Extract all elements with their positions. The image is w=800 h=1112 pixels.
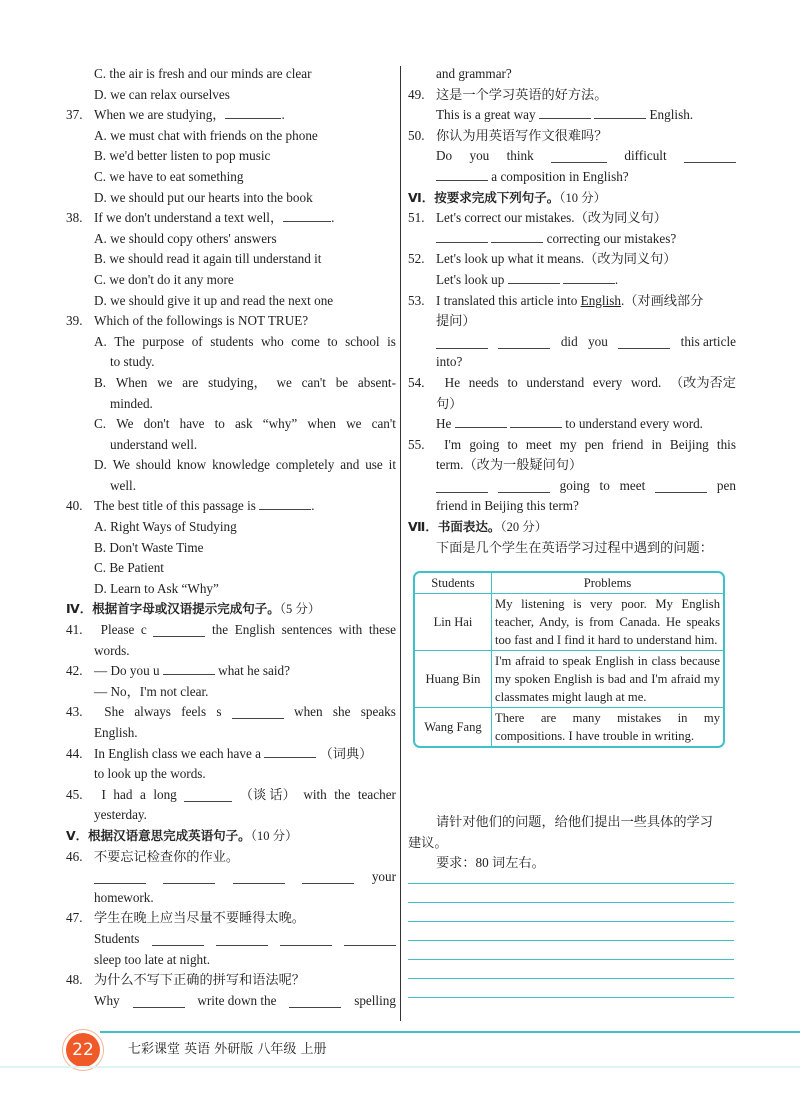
q49-answer: This is a great way English. [436, 107, 694, 123]
q43: 43. She always feels s when she speaks [66, 704, 396, 720]
section-6-title: Ⅵ．按要求完成下列句子。（10 分） [408, 189, 607, 205]
word-requirement: 要求：80 词左右。 [436, 855, 545, 871]
q46-blank-3[interactable] [233, 871, 285, 884]
student-problem: I'm afraid to speak English in class because my spoken English is bad and I'm afraid my classmates might laugh at me. [492, 651, 723, 708]
q39-option-c-cont: understand well. [110, 436, 198, 452]
q46-blank-1[interactable] [94, 871, 146, 884]
q38-option-c: C. we don't do it any more [94, 271, 234, 287]
q39-option-d: D. We should know knowledge completely and use it [94, 457, 396, 473]
section-4-title: Ⅳ．根据首字母或汉语提示完成句子。（5 分） [66, 601, 321, 617]
q45: 45. I had a long （谈 话） with the teacher [66, 786, 396, 802]
q52-blank-2[interactable] [563, 271, 615, 284]
q47-blank-1[interactable] [152, 933, 204, 946]
q50-blank-2[interactable] [684, 150, 736, 163]
table-header-students: Students [415, 573, 492, 594]
q48-prompt: 48. 为什么不写下正确的拼写和语法呢？ [66, 972, 305, 988]
q50-prompt: 50. 你认为用英语写作文很难吗？ [408, 127, 608, 143]
q48-blank-1[interactable] [133, 995, 185, 1008]
writing-line [408, 959, 734, 960]
q43-blank[interactable] [232, 706, 284, 719]
q47-blank-3[interactable] [280, 933, 332, 946]
q55-blank-3[interactable] [655, 480, 707, 493]
student-problem: There are many mistakes in my compositions. I have trouble in writing. [495, 711, 720, 743]
student-name: Huang Bin [415, 651, 492, 708]
q36-option-d: D. we can relax ourselves [94, 86, 230, 102]
column-divider [400, 66, 401, 1021]
q40-stem: 40. The best title of this passage is . [66, 498, 315, 514]
q36-option-c: C. the air is fresh and our minds are clear [94, 66, 312, 81]
section-5-title: Ⅴ．根据汉语意思完成英语句子。（10 分） [66, 827, 298, 843]
q52-answer: Let's look up . [436, 271, 619, 287]
q55-answer: going to meet pen [408, 476, 736, 497]
q54-blank-1[interactable] [455, 415, 507, 428]
q39-option-a: A. The purpose of students who come to school is [94, 333, 396, 349]
q54-prompt-cont: 句） [436, 395, 463, 411]
q37-stem: 37. When we are studying， . [66, 107, 285, 123]
table-row [415, 594, 723, 651]
q55-cont: friend in Beijing this term? [436, 498, 579, 514]
q51-prompt: 51. Let's correct our mistakes.（改为同义句） [408, 210, 667, 226]
writing-line [408, 997, 734, 998]
footer-book-title: 七彩课堂 英语 外研版 八年级 上册 [128, 1042, 327, 1057]
student-name: Wang Fang [415, 708, 492, 746]
q47-answer: Students [66, 929, 396, 950]
q51-blank-1[interactable] [436, 230, 488, 243]
q41-cont: words. [94, 642, 130, 658]
writing-line [408, 902, 734, 903]
q38-blank[interactable] [283, 209, 331, 222]
q42-blank[interactable] [163, 662, 215, 675]
q37-blank[interactable] [225, 106, 281, 119]
q55-blank-1[interactable] [436, 480, 488, 493]
q42: 42. — Do you u what he said? [66, 663, 290, 679]
q53-prompt-cont: 提问） [436, 313, 476, 329]
q53-blank-2[interactable] [498, 336, 550, 349]
q53-prompt: 53. I translated this article into English.（对画线部分 [408, 292, 704, 308]
q38-stem: 38. If we don't understand a text well， . [66, 210, 335, 226]
table-header-problems: Problems [492, 573, 723, 594]
q54-answer: He to understand every word. [436, 416, 703, 432]
writing-line [408, 940, 734, 941]
q48-blank-2[interactable] [289, 995, 341, 1008]
left-column [66, 64, 396, 1011]
q39-option-a-cont: to study. [110, 354, 155, 370]
q40-option-b: B. Don't Waste Time [94, 539, 204, 555]
q40-option-a: A. Right Ways of Studying [94, 519, 237, 535]
q53-blank-1[interactable] [436, 336, 488, 349]
q51-answer: correcting our mistakes? [408, 229, 736, 250]
q46-cont: homework. [94, 889, 154, 905]
q52-blank-1[interactable] [508, 271, 560, 284]
bottom-bar [0, 1066, 800, 1068]
q38-option-b: B. we should read it again till understand it [94, 251, 322, 267]
q45-blank[interactable] [184, 789, 232, 802]
student-problem: My listening is very poor. My English teacher, Andy, is from Canada. He speaks too fast and I find it hard to understand him. [492, 594, 723, 651]
q49-blank-2[interactable] [594, 106, 646, 119]
q47-cont: sleep too late at night. [94, 951, 211, 967]
q37-option-b: B. we'd better listen to pop music [94, 148, 271, 164]
writing-line [408, 978, 734, 979]
section-7-title: Ⅶ．书面表达。（20 分） [408, 519, 548, 535]
q55-blank-2[interactable] [498, 480, 550, 493]
q53-answer: did you this article [408, 332, 736, 353]
q43-cont: English. [94, 725, 138, 740]
instruction-line-1: 请针对他们的问题，给他们提出一些具体的学习 [436, 814, 713, 829]
q53-cont: into? [436, 354, 463, 370]
q37-option-a: A. we must chat with friends on the phone [94, 127, 318, 143]
q55-prompt-cont: term.（改为一般疑问句） [436, 457, 583, 473]
q47-blank-2[interactable] [216, 933, 268, 946]
writing-line [408, 921, 734, 922]
q41-blank[interactable] [153, 624, 205, 637]
table-row [415, 651, 723, 708]
q38-option-a: A. we should copy others' answers [94, 230, 277, 246]
q39-option-b: B. When we are studying， we can't be absent- [94, 374, 396, 390]
q40-blank[interactable] [259, 497, 311, 510]
q48-answer: Why write down the spelling [94, 992, 396, 1008]
q40-option-d: D. Learn to Ask “Why” [94, 580, 219, 596]
footer-rule [100, 1031, 800, 1033]
q50-blank-3[interactable] [436, 168, 488, 181]
student-name: Lin Hai [415, 594, 492, 651]
q44-blank[interactable] [264, 745, 316, 758]
q40-option-c: C. Be Patient [94, 560, 164, 576]
q39-option-c: C. We don't have to ask “why” when we can't [94, 416, 396, 432]
page-number: 22 [66, 1033, 100, 1067]
q55-prompt: 55. I'm going to meet my pen friend in Beijing this [408, 436, 736, 452]
q51-blank-2[interactable] [491, 230, 543, 243]
q39-option-d-cont: well. [110, 477, 137, 493]
q52-prompt: 52. Let's look up what it means.（改为同义句） [408, 251, 677, 267]
q47-blank-4[interactable] [344, 933, 396, 946]
q49-blank-1[interactable] [539, 106, 591, 119]
q37-option-d: D. we should put our hearts into the book [94, 189, 313, 205]
q54-prompt: 54. He needs to understand every word. （改为否定 [408, 374, 736, 390]
q46-answer: your [66, 867, 396, 888]
q53-blank-3[interactable] [618, 336, 670, 349]
q39-option-b-cont: minded. [110, 395, 153, 411]
q45-cont: yesterday. [94, 807, 147, 823]
writing-instructions [408, 812, 736, 874]
problems-table [413, 571, 725, 748]
q41: 41. Please c the English sentences with these [66, 622, 396, 638]
q54-blank-2[interactable] [510, 415, 562, 428]
q44: 44. In English class we each have a （词典） [66, 745, 373, 761]
q46-blank-4[interactable] [302, 871, 354, 884]
writing-line [408, 883, 734, 884]
instruction-line-2: 建议。 [408, 834, 448, 850]
q50-answer: Do you think difficult [408, 146, 736, 167]
q37-option-c: C. we have to eat something [94, 168, 244, 184]
right-column [408, 64, 736, 558]
q42-cont: — No，I'm not clear. [94, 683, 209, 699]
q39-stem: 39. Which of the followings is NOT TRUE? [66, 313, 309, 329]
q46-blank-2[interactable] [163, 871, 215, 884]
table-header-row [415, 573, 723, 594]
q44-cont: to look up the words. [94, 766, 206, 782]
q49-prompt: 49. 这是一个学习英语的好方法。 [408, 86, 608, 102]
q48-cont: and grammar? [436, 66, 512, 81]
q50-blank-1[interactable] [551, 150, 607, 163]
q47-prompt: 47. 学生在晚上应当尽量不要睡得太晚。 [66, 910, 305, 926]
table-row [415, 708, 723, 746]
q46-prompt: 46. 不要忘记检查你的作业。 [66, 848, 240, 864]
q50-cont: a composition in English? [408, 167, 736, 188]
q38-option-d: D. we should give it up and read the next one [94, 292, 334, 308]
writing-intro: 下面是几个学生在英语学习过程中遇到的问题： [436, 539, 713, 555]
